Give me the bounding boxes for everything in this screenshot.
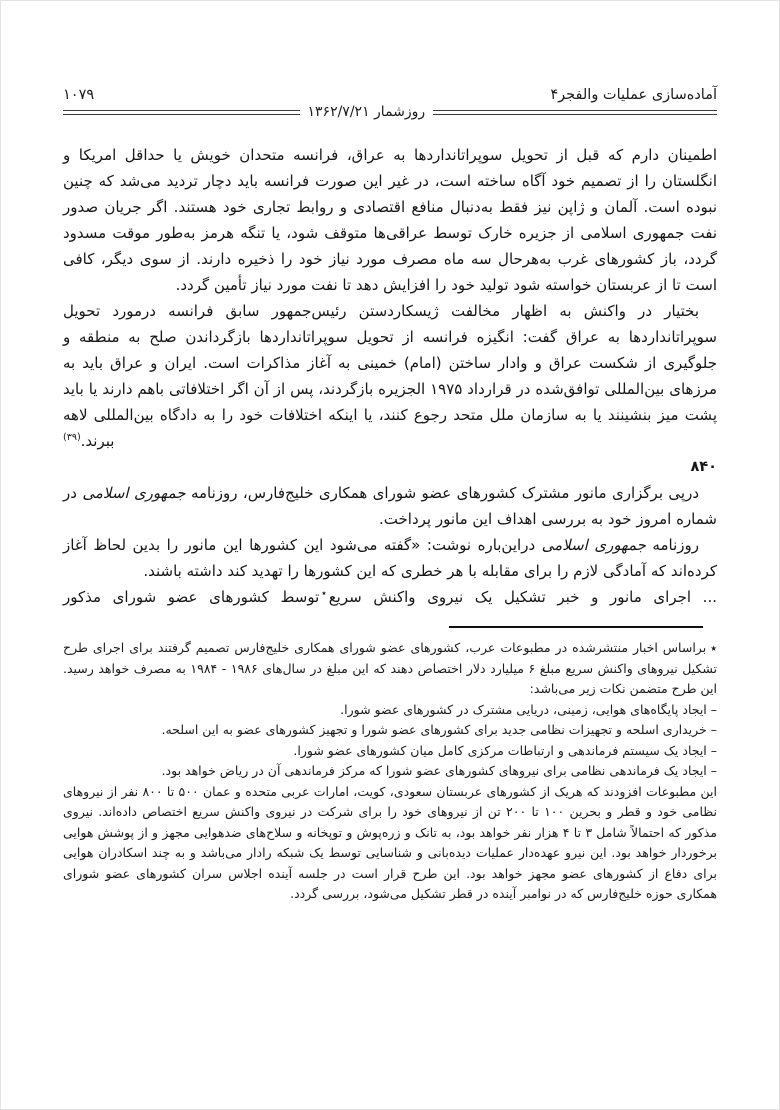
page-number: ۱۰۷۹ [63, 87, 95, 103]
footnote-conclusion: این مطبوعات افزودند که هریک از کشورهای عربستان سعودی، کویت، امارات عربی متحده و عمان ۵۰۰ تا ۸۰۰ نفر از نیروهای نظامی خود و قطر و بحرین ۱۰۰ تا ۲۰۰ تن از نیروهای خود را برای شرکت در نیروی واکنش سریع اختصاص داده‌اند. نیروی مذکور که احتمالاً شامل ۳ تا ۴ هزار نفر خواهد بود، به تانک و زره‌پوش و توپخانه و سلاح‌های ضدهوایی مجهز و از پوشش هوایی برخوردار خواهد بود. این نیرو عهده‌دار عملیات دیده‌بانی و شناسایی توسط یک شبکه رادار می‌باشد و به چند اسکادران هوایی برای دفاع از کشورهای عضو مجهز خواهد بود. این طرح قرار است در جلسه آینده اجلاس سران کشورهای عضو شورای همکاری حوزه خلیج‌فارس که در نوامبر آینده در قطر تشکیل می‌شود، بررسی گردد. [63, 783, 718, 901]
page-content [63, 1, 717, 905]
paragraph-text: بختیار در واکنش به اظهار مخالفت ژیسکاردستن رئیس‌جمهور سابق فرانسه درمورد تحویل سوپراتانداردها به عراق گفت: انگیزه فرانسه از تحویل سوپراتانداردها بازگرداندن صلح به منطقه و جلوگیری از شکست عراق و وادار ساختن (امام) خمینی به آغاز مذاکرات است. ایران و عراق باید به مرزهای بین‌المللی توافق‌شده در قرارداد ۱۹۷۵ الجزیره بازگردند، پس از آن اگر اختلافاتی باهم دارند یا باید پشت میز بنشینند یا به سازمان ملل متحد رجوع کنند، یا اینکه اختلافات خود را به دادگاه بین‌المللی لاهه ببرند. [63, 302, 718, 450]
footnote-star-reference: ٭ [321, 588, 327, 599]
newspaper-name: جمهوری اسلامی [541, 536, 646, 554]
footnote-bullet-item: – ایجاد یک سیستم فرماندهی و ارتباطات مرکزی کامل میان کشورهای عضو شورا. [293, 742, 717, 758]
paragraph-text: درپی برگزاری مانور مشترک کشورهای عضو شورای همکاری خلیج‌فارس، روزنامه [185, 484, 699, 502]
footnote-text: براساس اخبار منتشرشده در مطبوعات عرب، کشورهای عضو شورای همکاری خلیج‌فارس تصمیم گرفتند برای اجرای طرح تشکیل نیروهای واکنش سریع مبلغ ۶ میلیارد دلار اختصاص دهند که این مبلغ در سال‌های ۱۹۸۶ - ۱۹۸۴ به مصرف خواهد رسید. این طرح متضمن نکات زیر می‌باشد: [63, 640, 717, 696]
running-title: آماده‌سازی عملیات والفجر۴ [550, 87, 717, 103]
chronicle-date-label: روزشمار ۱۳۶۲/۷/۲۱ [307, 104, 426, 120]
footnote-separator-rule [449, 626, 703, 628]
paragraph-text: دراین‌باره نوشت: «گفته می‌شود این کشورها این مانور را بدین لحاظ آغاز کرده‌اند که آمادگی لازم را برای مقابله با هر خطری که این کشورها را تهدید کند داشته باشند. [63, 536, 717, 580]
header-double-rule-left [63, 110, 300, 115]
paragraph-rapid-reaction-force [63, 584, 717, 610]
body-text [63, 142, 717, 610]
newspaper-name: جمهوری اسلامی [82, 484, 186, 502]
header-double-rule-right [433, 110, 717, 115]
paragraph-text: اطمینان دارم که قبل از تحویل سوپراتانداردها به عراق، فرانسه متحدان خویش یا حداقل امریکا و انگلستان را از تصمیم خود آگاه ساخته است، در غیر این صورت فرانسه باید دچار تردید می‌شد که چنین نبوده است. آلمان و ژاپن نیز فقط به‌دنبال منافع اقتصادی و روابط تجاری خود هستند. اگر جریان صدور نفت جمهوری اسلامی از جزیره خارک توسط عراقی‌ها متوقف شود، یا تنگه هرمز به‌طور موقت مسدود گردد، باز کشورهای غرب به‌هرحال سه ماه مصرف مورد نیاز خود را ذخیره دارند. از سوی دیگر، کافی است تا از عربستان خواسته شود تولید خود را افزایش دهد تا نفت مورد نیاز تأمین گردد. [63, 146, 717, 294]
footnote-star-marker: ٭ [710, 640, 717, 655]
footnote-intro [63, 638, 717, 700]
paragraph-text: ... اجرای مانور و خبر تشکیل یک نیروی واکنش سریع [328, 588, 717, 606]
paragraph-continuation [63, 142, 717, 298]
footnote-bullet-item: – ایجاد پایگاه‌های هوایی، زمینی، دریایی مشترک در کشورهای عضو شورا. [340, 701, 717, 717]
footnote-bullet-item: – ایجاد یک فرماندهی نظامی برای نیروهای کشورهای عضو شورا که مرکز فرماندهی آن در ریاض خواهد بود. [161, 763, 717, 778]
chronicle-header-rule-row [63, 104, 717, 120]
paragraph-maneuver-intro [63, 480, 717, 532]
entry-number: ۸۴۰ [690, 459, 717, 475]
footnote-block [63, 638, 717, 905]
paragraph-text: در شماره امروز خود به بررسی اهداف این مانور پرداخت. [63, 484, 717, 528]
page-header [63, 1, 717, 103]
paragraph-text: روزنامه [645, 536, 699, 554]
paragraph-text: توسط کشورهای عضو شورای مذکور [63, 588, 320, 606]
paragraph-bakhtiar-statement [63, 298, 717, 454]
footnote-bullet-item: – خریداری اسلحه و تجهیزات نظامی جدید برای کشورهای عضو شورا و تجهیز کشورهای عضو به این اسلحه. [161, 722, 717, 737]
paragraph-newspaper-quote [63, 532, 717, 584]
endnote-reference-39: (۳۹) [63, 432, 81, 443]
